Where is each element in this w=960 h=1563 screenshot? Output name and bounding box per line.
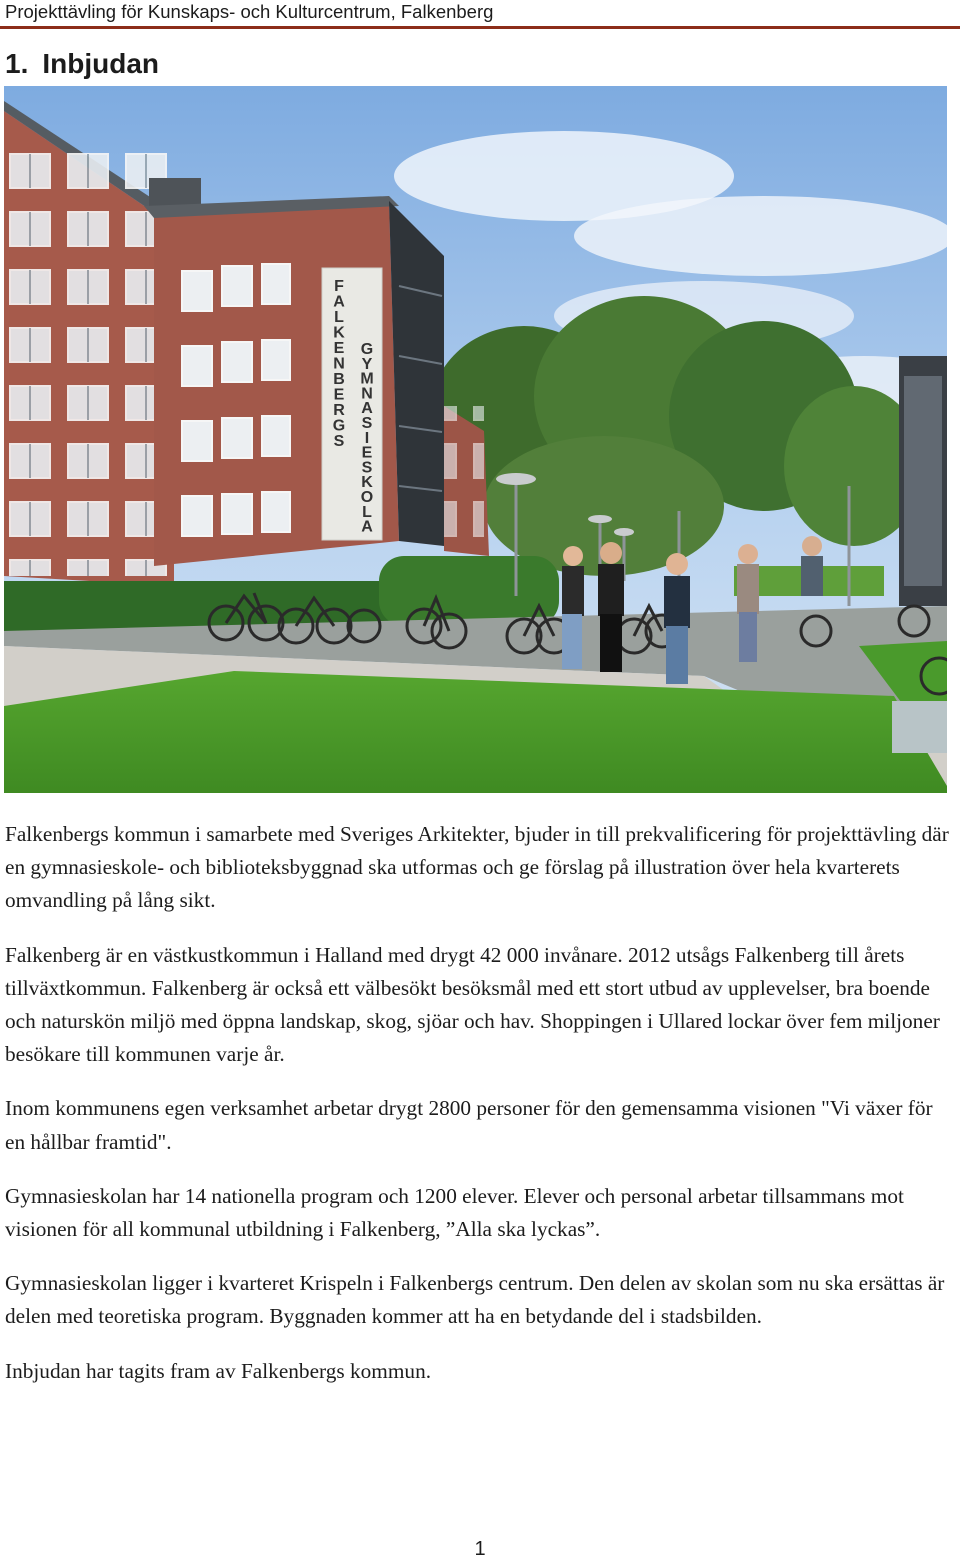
school-photo: [4, 86, 947, 793]
sign-letter: N: [361, 385, 373, 403]
paragraph: Gymnasieskolan har 14 nationella program och 1200 elever. Elever och personal arbetar tillsammans mot visionen för all kommunal utbildning i Falkenberg, ”Alla ska lyckas”.: [5, 1183, 904, 1242]
sign-letter: M: [360, 370, 374, 388]
sign-letter: E: [333, 340, 345, 357]
section-heading: [5, 44, 159, 84]
sign-letter: B: [333, 371, 345, 388]
section-title: Inbjudan: [42, 48, 160, 79]
sign-letter: F: [334, 278, 344, 295]
sign-letter: K: [361, 474, 373, 492]
paragraph: Falkenberg är en västkustkommun i Halland med drygt 42 000 invånare. 2012 utsågs Falkenberg till årets tillväxtkommun. Falkenberg är också ett välbesökt besöksmål med ett stort utbud av upplevelser, bra boende och naturskön miljö med öppna landskap, skog, sjöar och hav. Shoppingen i Ullared lockar över fem miljoner besökare till kommunen varje år.: [5, 942, 940, 1067]
sign-letter: A: [361, 518, 373, 536]
paragraph: Gymnasieskolan ligger i kvarteret Krispeln i Falkenbergs centrum. Den delen av skolan som nu ska ersättas är delen med teoretiska program. Byggnaden kommer att ha en betydande del i stadsbilden.: [5, 1271, 945, 1329]
right-building: [899, 356, 947, 606]
paragraph: Falkenbergs kommun i samarbete med Sveriges Arkitekter, bjuder in till prekvalificering för projekttävling där en gymnasieskole- och biblioteksbyggnad ska utformas och ge förslag på illustration över hela kvarterets omvandling på lång sikt.: [5, 822, 949, 913]
sign-letter: G: [332, 417, 346, 435]
sign-letter: Y: [361, 355, 373, 373]
page-number: 1: [474, 1538, 486, 1560]
sign-letter: S: [361, 459, 373, 477]
sign-letter: N: [333, 355, 345, 373]
sign-letter: L: [362, 503, 372, 521]
document-title: Projekttävling för Kunskaps- och Kulturcentrum, Falkenberg: [5, 1, 494, 22]
sign-letter: O: [360, 489, 374, 506]
sign-letter: R: [333, 402, 345, 419]
svg-text:FALKENBERGS: [333, 278, 345, 450]
sign-letter: S: [361, 415, 373, 432]
sign-letter: S: [333, 433, 345, 450]
sign-letter: L: [334, 309, 344, 326]
paragraph: Inom kommunens egen verksamhet arbetar drygt 2800 personer för den gemensamma visionen "Vi växer för en hållbar framtid".: [5, 1096, 933, 1154]
sign-letter: G: [360, 341, 374, 358]
sign-letter: K: [333, 324, 345, 342]
page-header: [0, 0, 960, 29]
sign-letter: A: [333, 293, 345, 311]
sign-letter: I: [364, 429, 370, 447]
paragraph: Inbjudan har tagits fram av Falkenbergs kommun.: [5, 1358, 432, 1383]
sign-letter: E: [361, 444, 373, 462]
body-text: [5, 818, 955, 1409]
sign-letter: E: [333, 386, 345, 404]
sign-letter: A: [361, 400, 373, 418]
section-number: 1.: [5, 48, 29, 79]
